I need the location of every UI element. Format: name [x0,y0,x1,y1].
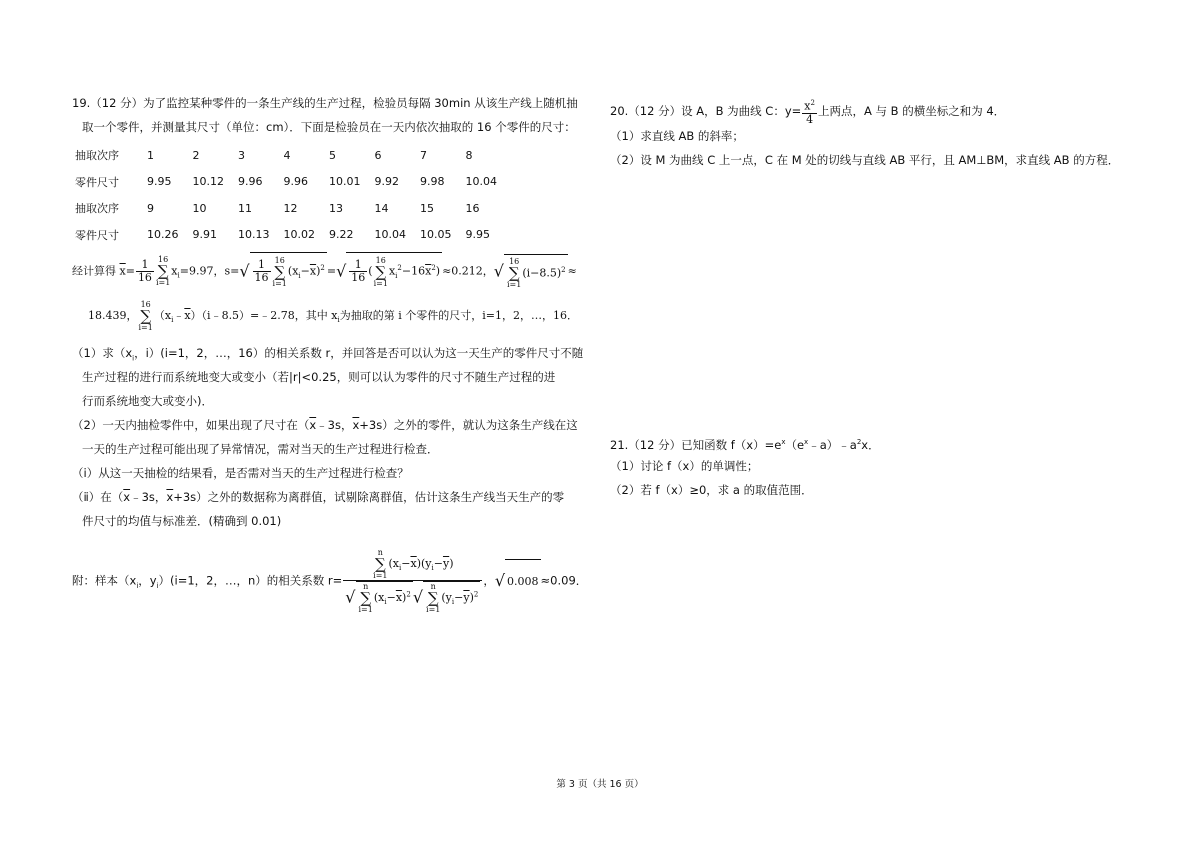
q19-part1: （1）求（$x_i$，i）(i=1，2，…，16）的相关系数 r，并回答是否可以认为这一天生产的零件尺寸不随 [72,346,584,363]
row-head: 零件尺寸 [75,175,119,189]
cell: 3 [238,148,245,162]
sigma-icon: 16 ∑ i=1 [155,255,171,288]
q19-appendix: 附：样本（$x_i$，$y_i)(i=1$，2，…，n）的相关系数 r= n ∑ $i=1(x_i-\overline{x})(y_i-\overline{y})$ √n ∑ $i=1(x_i-\overline{x})^2$ √n ∑ $i=1(y_i-\overline{y})^2$ ，√ 0.008 ≈0.09． [72,548,588,614]
cell: 10.12 [192,175,224,189]
cell: 9.98 [420,175,445,189]
cell: 10.04 [465,175,497,189]
cell: 1 [147,148,154,162]
cell: 10 [192,201,207,215]
cell: 10.13 [238,228,270,242]
cell: 9.95 [465,228,490,242]
s-formula: $\frac{1}{16}$ 16 ∑ $i=1(x_i-\overline{x})^2$ [250,252,327,291]
cell: 10.05 [420,228,452,242]
cell: 16 [465,201,480,215]
i-formula: 16 ∑ $i=1(i-8.5)^2$ [504,254,568,290]
q19-part1-line3: 行而系统地变大或变小)． [82,394,213,408]
q20-part2: （2）设 M 为曲线 C 上一点，C 在 M 处的切线与直线 AB 平行，且 AM⊥BM，求直线 AB 的方程． [610,153,1120,167]
s-formula-alt: $\frac{1}{16}$ (16 ∑ $i=1x_i^2-16\overline{x}^2$) [346,252,442,291]
q21-part1: （1）讨论 f（x）的单调性； [610,459,759,473]
table-row [75,169,511,196]
table-row [75,222,511,249]
cell: 9.91 [192,228,217,242]
cell: 10.04 [374,228,406,242]
calc-line-2: 18.439，16 ∑ $i=1(x_i﹣\overline{x})(i﹣8.5)=﹣2.78$，其中 $x_i$为抽取的第 i 个零件的尺寸，i=1，2，…，16． [88,300,578,332]
q19-title: 19.（12 分）为了监控某种零件的一条生产线的生产过程，检验员每隔 30min 从该生产线上随机抽 [72,96,578,110]
xbar-value: =9.97，s= [179,264,240,278]
cell: 10.02 [283,228,315,242]
q19-part2-line2: 一天的生产过程可能出现了异常情况，需对当天的生产过程进行检查． [82,442,439,456]
correlation-formula: n ∑ $i=1(x_i-\overline{x})(y_i-\overline{y})$ √n ∑ $i=1(x_i-\overline{x})^2$ √n ∑ $i=1(y_i-\overline{y})^2$ [343,548,482,614]
q19-part2-i: （ⅰ）从这一天抽检的结果看，是否需对当天的生产过程进行检查？ [72,466,409,480]
curve-fraction: $\frac{x^2}{4}$ [804,99,815,126]
q19-part2: （2）一天内抽检零件中，如果出现了尺寸在（$\overline{x}﹣3s$，$\overline{x}+3s$）之外的零件，就认为这条生产线在这 [72,418,578,432]
cell: 2 [192,148,200,162]
cell: 11 [238,201,252,215]
cell: 9.95 [147,175,172,189]
fraction-1-16: $\frac{1}{16}$ [137,257,152,284]
q21-title: 21.（12 分）已知函数 $f(x)=e^x(e^x﹣a)﹣a^2x$． [610,437,880,452]
xbar-symbol: $\overline{x}$ [119,264,126,278]
page-footer: 第 3 页（共 16 页） [556,779,644,790]
cell: 15 [420,201,434,215]
cell: 10.26 [147,228,179,242]
cell: 8 [465,148,473,162]
q21-part2: （2）若 f（x）≥0，求 a 的取值范围． [610,483,813,497]
cell: 5 [329,148,336,162]
q20-title: 20.（12 分）设 A，B 为曲线 C：y= $\frac{x^2}{4}$ 上两点，A 与 B 的横坐标之和为 4． [610,99,1006,126]
cell: 9.96 [283,175,308,189]
cell: 4 [283,148,291,162]
table-row [75,142,511,169]
cell: 9.96 [238,175,263,189]
row-head: 零件尺寸 [75,228,119,242]
q20-part1: （1）求直线 AB 的斜率； [610,129,744,143]
cell: 7 [420,148,427,162]
cell: 9.22 [329,228,354,242]
calc-line-1: 经计算得 $\overline{x}=$ $\frac{1}{16}$ 16 ∑ $i=1x_i=9.97$，s=√ $\frac{1}{16}$ 16 ∑ $i=1(x_i-\overline{x})^2$ =√ $\frac{1}{16}$ (16 ∑ $i=1x_i^2-16\overline{x}^2) \approx 0.212$，√ 16 ∑ $i=1(i-8.5)^2$ ≈ [72,252,577,291]
table-row [75,195,511,222]
q19-part1-line2: 生产过程的进行而系统地变大或变小（若|r|<0.25，则可以认为零件的尺寸不随生产过程的进 [82,370,556,384]
row-head: 抽取次序 [75,202,119,216]
cell: 9 [147,201,154,215]
s-value: ≈0.212， [442,264,494,278]
sample-table [75,142,511,248]
cell: 13 [329,201,343,215]
sigma-icon: 16 ∑ i=1 [138,300,153,332]
cell: 9.92 [374,175,399,189]
cell: 14 [374,201,389,215]
row-head: 抽取次序 [75,149,119,163]
cell: 6 [374,148,382,162]
q19-line2: 取一个零件，并测量其尺寸（单位：cm）．下面是检验员在一天内依次抽取的 16 个零件的尺寸： [82,120,576,134]
q19-part2-ii-line2: 件尺寸的均值与标准差．(精确到 0.01) [82,514,282,528]
q19-part2-ii: （ⅱ）在（$\overline{x}﹣3s$，$\overline{x}+3s$）之外的数据称为离群值，试剔除离群值，估计这条生产线当天生产的零 [72,490,565,504]
calc-prefix: 经计算得 [72,264,116,278]
cell: 10.01 [329,175,361,189]
cell: 12 [283,201,298,215]
